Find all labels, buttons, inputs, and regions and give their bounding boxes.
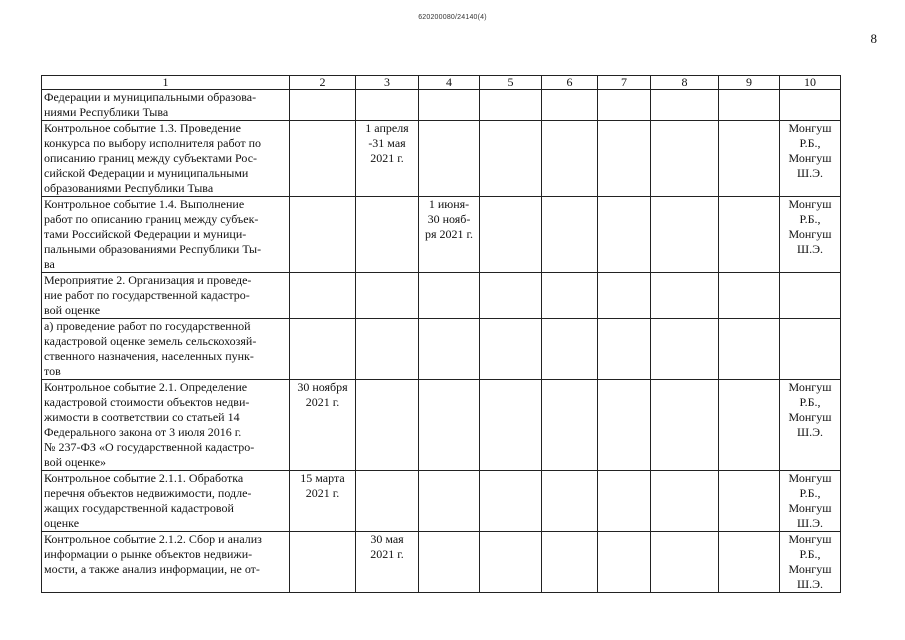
empty-cell [651,380,719,471]
empty-cell [480,197,542,273]
column-header: 8 [651,76,719,90]
empty-cell [651,197,719,273]
date-cell [419,380,480,471]
empty-cell [651,121,719,197]
empty-cell [719,471,780,532]
date-cell: 1 июня- 30 нояб- ря 2021 г. [419,197,480,273]
responsible-cell [780,319,841,380]
empty-cell [542,273,598,319]
event-description: а) проведение работ по государственной кадастровой оценке земель сельскохозяй- ственного назначения, населенных пунк- тов [42,319,290,380]
event-description: Контрольное событие 1.3. Проведение конкурса по выбору исполнителя работ по описанию границ между субъектами Рос- сийской Федерации и муниципальными образованиями Республики Тыва [42,121,290,197]
date-cell [356,380,419,471]
date-cell [419,319,480,380]
responsible-cell: Монгуш Р.Б., Монгуш Ш.Э. [780,197,841,273]
empty-cell [542,197,598,273]
date-cell [290,121,356,197]
empty-cell [598,471,651,532]
empty-cell [542,90,598,121]
event-description: Контрольное событие 1.4. Выполнение работ по описанию границ между субъек- тами Российской Федерации и муници- пальными образованиями Республики Ты- ва [42,197,290,273]
empty-cell [542,532,598,593]
empty-cell [480,273,542,319]
column-header: 3 [356,76,419,90]
empty-cell [598,380,651,471]
responsible-cell: Монгуш Р.Б., Монгуш Ш.Э. [780,380,841,471]
date-cell: 15 марта 2021 г. [290,471,356,532]
empty-cell [651,273,719,319]
date-cell [356,471,419,532]
date-cell [290,532,356,593]
empty-cell [719,121,780,197]
empty-cell [542,471,598,532]
empty-cell [542,380,598,471]
schedule-table [41,75,841,593]
date-cell [419,273,480,319]
table-header-row [42,76,841,90]
empty-cell [598,90,651,121]
responsible-cell [780,273,841,319]
date-cell [290,90,356,121]
empty-cell [598,197,651,273]
empty-cell [542,319,598,380]
responsible-cell: Монгуш Р.Б., Монгуш Ш.Э. [780,471,841,532]
date-cell [356,90,419,121]
empty-cell [719,319,780,380]
responsible-cell [780,90,841,121]
table-row [42,532,841,593]
column-header: 2 [290,76,356,90]
table-row [42,121,841,197]
column-header: 1 [42,76,290,90]
event-description: Контрольное событие 2.1.2. Сбор и анализ информации о рынке объектов недвижи- мости, а также анализ информации, не от- [42,532,290,593]
date-cell: 1 апреля -31 мая 2021 г. [356,121,419,197]
date-cell [290,197,356,273]
table-row [42,319,841,380]
empty-cell [598,319,651,380]
empty-cell [719,197,780,273]
date-cell [290,273,356,319]
empty-cell [651,90,719,121]
empty-cell [719,90,780,121]
empty-cell [651,471,719,532]
column-header: 4 [419,76,480,90]
table-row [42,90,841,121]
empty-cell [651,319,719,380]
date-cell [419,532,480,593]
date-cell: 30 ноября 2021 г. [290,380,356,471]
event-description: Контрольное событие 2.1. Определение кадастровой стоимости объектов недви- жимости в соответствии со статьей 14 Федерального закона от 3 июля 2016 г. № 237-ФЗ «О государственной кадастро- вой оценке» [42,380,290,471]
empty-cell [480,90,542,121]
date-cell [356,273,419,319]
empty-cell [719,532,780,593]
event-description: Мероприятие 2. Организация и проведе- ние работ по государственной кадастро- вой оценке [42,273,290,319]
empty-cell [598,273,651,319]
responsible-cell: Монгуш Р.Б., Монгуш Ш.Э. [780,532,841,593]
event-description: Федерации и муниципальными образова- ниями Республики Тыва [42,90,290,121]
date-cell [356,319,419,380]
empty-cell [480,319,542,380]
document-code: 620200080/24140(4) [418,14,487,21]
date-cell [419,471,480,532]
empty-cell [480,532,542,593]
empty-cell [598,532,651,593]
date-cell: 30 мая 2021 г. [356,532,419,593]
page-number: 8 [870,31,877,46]
empty-cell [598,121,651,197]
empty-cell [719,380,780,471]
column-header: 6 [542,76,598,90]
table-row [42,471,841,532]
column-header: 10 [780,76,841,90]
date-cell [419,121,480,197]
date-cell [290,319,356,380]
date-cell [356,197,419,273]
responsible-cell: Монгуш Р.Б., Монгуш Ш.Э. [780,121,841,197]
table-row [42,273,841,319]
column-header: 9 [719,76,780,90]
empty-cell [480,380,542,471]
empty-cell [719,273,780,319]
table-row [42,380,841,471]
empty-cell [480,471,542,532]
date-cell [419,90,480,121]
column-header: 5 [480,76,542,90]
column-header: 7 [598,76,651,90]
empty-cell [651,532,719,593]
empty-cell [542,121,598,197]
event-description: Контрольное событие 2.1.1. Обработка перечня объектов недвижимости, подле- жащих государственной кадастровой оценке [42,471,290,532]
table-row [42,197,841,273]
empty-cell [480,121,542,197]
